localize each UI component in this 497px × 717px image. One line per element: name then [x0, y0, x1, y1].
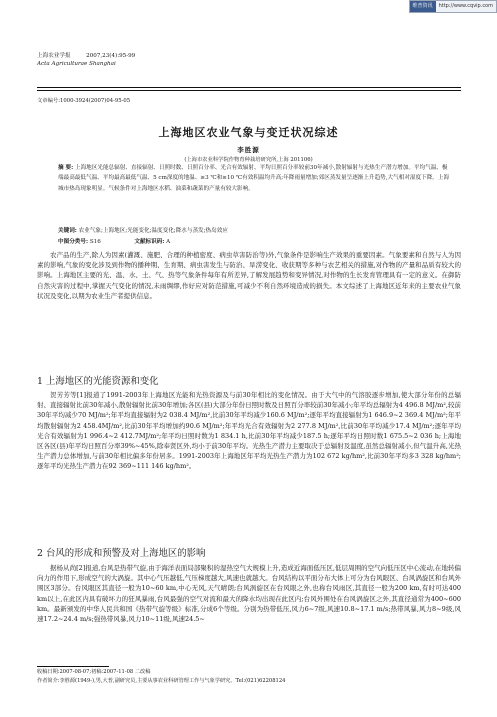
footnote-received: 收稿日期:2007-08-07;初稿:2007-11-08 二改稿 [37, 669, 151, 675]
section-1-heading: 1 上海地区的光能资源和变化 [37, 376, 159, 387]
section-2-body: 据杨从尚[2]报道,台风是热带气旋,由于海洋表面局部聚积的湿热空气大规模上升,造成近海面低压区,低层周围的空气向低压区中心流动,在地转偏向力的作用下,形成空气的大涡旋。其中心气压越低,气压梯度越大,风速也就越大。台风结构以平面分布大体上可分为台风眼区、台风涡旋区和台风外围区3部分。台风眼区其直径一般为10~60 km,中心无风,天气晴朗;台风涡旋区在台风眼之外,也称台风雨区,其直径一般为200 km,有时可达400 km以上,在此区内具有破坏力的狂风暴雨,台风最强的空气对流和最大的降水均出现在此区内;台风外围处在台风涡旋区之外,其直径通常为400~600 km。最新颁发的中华人民共和国《热带气旋等级》标准,分成6个等级。分别为热带低压,风力6~7级,风速10.8~17.1 m/s;热带风暴,风力8~9级,风速17.2~24.4 m/s;强热带风暴,风力10~11级,风速24.5~ [37, 564, 461, 624]
journal-name-en: Acta Agriculturae Shanghai [37, 61, 116, 67]
clc-label: 中图分类号: [58, 239, 89, 245]
intro-paragraph: 农产品的生产,除人为因素(灌溉、施肥、合理的种植密度、病虫草害防治等)外,气象条件是影响生产效果的重要因素。气象要素和自然与人为因素的影响,气象的变化涉及到作物的播种期、生育期、病虫害发生与防治、旱涝变化、收获期等多种与农艺相关的措施,对作物的产量和品质有较大的影响。上海地区主要的光、温、水、土、气、热等气象条件每年有所差异,了解发展趋势和变异情况,对作物的生长发育管理具有一定的意义。在御防自然灾害的过程中,掌握天气变化的情况,未雨绸缪,作好应对防范措施,可减少不利自然环境造成的损失。本文综述了上海地区近年来的主要农业气象状况及变化,以期为农业生产者提供信息。 [37, 251, 461, 300]
doc-number: 文章编号:1000-3924(2007)04-95-05 [37, 98, 131, 104]
classification-line [58, 237, 450, 247]
journal-header [37, 52, 135, 68]
clc-value: S16 [89, 239, 101, 245]
journal-issue: 2007,23(4):95-99 [86, 53, 136, 59]
article-title: 上海地区农业气象与变迁状况综述 [158, 126, 339, 139]
section-1-body: 贺芳芳等[1]报道了1991-2003年上海地区光能和光热资源及与前30年相比的变化情况。由于大气中的气溶胶逐步增加,使大部分年份的总辐射、直接辐射比前30年减小,散射辐射比前30年增加;各区(县)大部分年份日照时数及日照百分率较前30年减小;年平均总辐射为4 496.8 MJ/m²,较前30年平均减少70 MJ/m²;年平均直接辐射为2 038.4 MJ/m²,比前30年平均减少160.6 MJ/m²;逐年平均直接辐射为1 646.9~2 369.4 MJ/m²;年平均散射辐射为2 458.4MJ/m²,比前30年平均增加约90.6 MJ/m²;年平均光合有效辐射为2 277.8 MJ/m²,比前30年平均减少17.4 MJ/m²;逐年平均光合有效辐射为1 996.4~2 412.7MJ/m²;年平均日照时数为1 834.1 h,比前30年平均减少187.5 h;逐年平均日照时数1 675.5~2 036 h;上海地区各区(县)年平均日照百分率39%~45%,除奉贤区外,均小于前30年平均。光热生产潜力主要取决于总辐射及温度,虽然总辐射减小,但气温升高,光热生产潜力总体增加,与前30年相比偏多年份居多。1991-2003年上海地区年平均光热生产潜力为102 672 kg/hm²,比前30年平均多3 328 kg/hm²;逐年平均光热生产潜力在92 369~111 146 kg/hm²。 [37, 391, 461, 471]
abstract-text: 上海地区光能总辐射、直接辐射、日照时数、日照百分率、光合有效辐射、平均日照百分率较前30年减小,散射辐射与光热生产潜力增加。平均气温、极端最高最低气温、平均最高最低气温、5 cm深度的地温、≥3 ℃和≥10 ℃有效积温均升高;年降雨量增加;郊区蒸发量呈逐渐上升趋势,大气相对湿度下降。上海城市热岛现象明显。气候条件对上海地区水稻、油菜和蔬菜的产量有较大影响。 [58, 165, 450, 192]
abstract-label: 摘 要: [58, 165, 74, 171]
keywords-label: 关键词: [58, 228, 77, 234]
journal-name-cn: 上海农业学报 [37, 53, 71, 59]
keywords-text: 农业气象;上海地区;光能变化;温度变化;降水与蒸发;热岛效应 [78, 228, 228, 234]
doc-code-value: A [166, 239, 171, 245]
watermark-badge [409, 0, 497, 13]
header-rule-thin [37, 90, 461, 91]
footnote-author-info: 作者简介:李胜源(1949-),男,大普,副研究员,主要从事农业科研管理工作与气象学研究。Tel:(021)62208124 [37, 678, 286, 684]
watermark-label: 维普资讯 [410, 1, 436, 12]
header-rule-thick [37, 87, 461, 88]
journal-name-line [37, 52, 135, 60]
doc-code-label: 文献标识码: [134, 239, 165, 245]
keywords [58, 226, 450, 236]
abstract [58, 163, 450, 194]
author-affiliation: (上海市农业科学院作物育种栽培研究所,上海 201106) [184, 157, 313, 163]
footnote-rule [37, 666, 109, 667]
article-author: 李胜源 [237, 146, 260, 154]
watermark-url[interactable]: http://www.cqvip.com [436, 1, 496, 12]
section-2-heading: 2 台风的形成和预警及对上海地区的影响 [37, 548, 206, 559]
